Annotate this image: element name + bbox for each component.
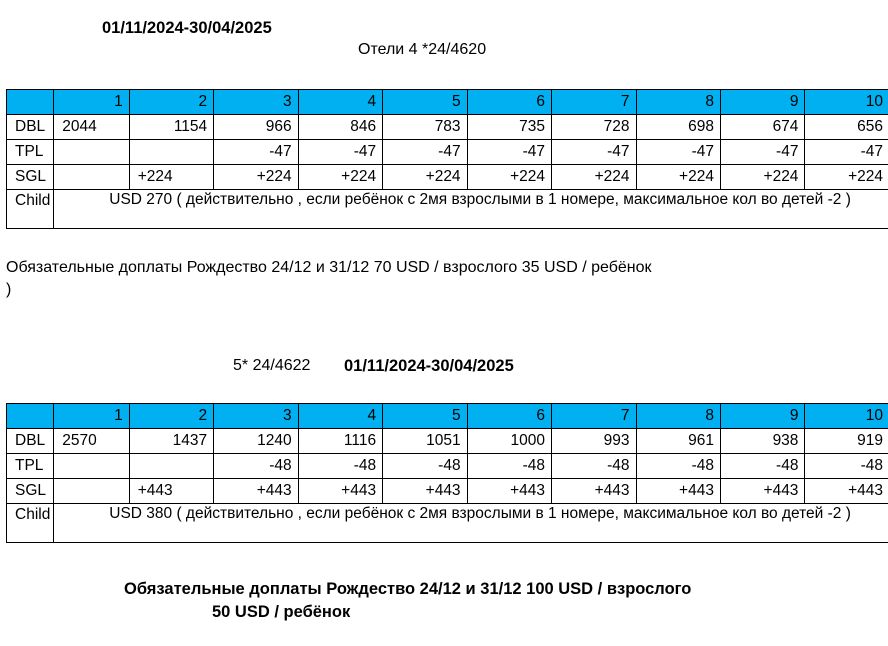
table-cell <box>129 140 213 165</box>
table-cell: 735 <box>467 115 551 140</box>
table-cell: 783 <box>383 115 467 140</box>
header-cell: 9 <box>720 90 804 115</box>
rates-table-1 <box>6 89 888 229</box>
table-cell: -47 <box>552 140 636 165</box>
hotel-code-heading-1: Отели 4 *24/4620 <box>358 41 487 58</box>
table-cell: 966 <box>214 115 298 140</box>
table-cell: 1116 <box>298 429 382 454</box>
table-cell: -48 <box>214 454 298 479</box>
header-cell: 2 <box>129 90 213 115</box>
table-row-dbl <box>7 429 888 454</box>
table-header-row <box>7 90 888 115</box>
supplement-line-2: ) <box>6 281 12 298</box>
table-cell: +224 <box>214 165 298 190</box>
table-cell: +443 <box>467 479 551 504</box>
header-cell: 6 <box>467 90 551 115</box>
table-cell: -47 <box>720 140 804 165</box>
table-cell: 961 <box>636 429 720 454</box>
rates-table-2 <box>6 403 888 543</box>
table-cell: -48 <box>805 454 888 479</box>
header-cell: 7 <box>552 90 636 115</box>
table-cell: +224 <box>129 165 213 190</box>
header-cell: 8 <box>636 90 720 115</box>
table-cell <box>54 140 129 165</box>
table-cell: +443 <box>383 479 467 504</box>
table-cell: 728 <box>552 115 636 140</box>
hotel-code-heading-2: 5* 24/4622 <box>233 357 311 374</box>
table-cell: 1000 <box>467 429 551 454</box>
table-cell: +443 <box>214 479 298 504</box>
table-cell: 1437 <box>129 429 213 454</box>
table-cell: -47 <box>214 140 298 165</box>
table-cell: +443 <box>552 479 636 504</box>
table-cell <box>54 165 129 190</box>
table-cell: +443 <box>720 479 804 504</box>
supplement-line-2: 50 USD / ребёнок <box>212 603 351 621</box>
table-cell: -47 <box>383 140 467 165</box>
table-cell <box>129 454 213 479</box>
row-label: Child <box>7 190 54 229</box>
table-cell: +224 <box>552 165 636 190</box>
header-cell: 7 <box>552 404 636 429</box>
row-label: DBL <box>7 115 54 140</box>
header-cell: 9 <box>720 404 804 429</box>
table-cell <box>54 454 129 479</box>
table-cell: -47 <box>467 140 551 165</box>
row-label: Child <box>7 504 54 543</box>
header-cell: 3 <box>214 404 298 429</box>
header-cell: 10 <box>805 404 888 429</box>
row-label: SGL <box>7 165 54 190</box>
table-cell: +443 <box>298 479 382 504</box>
header-cell: 5 <box>383 90 467 115</box>
table-row-child <box>7 190 888 229</box>
table-cell: +224 <box>720 165 804 190</box>
table-cell: 2044 <box>54 115 129 140</box>
table-cell: -47 <box>636 140 720 165</box>
header-cell: 2 <box>129 404 213 429</box>
table-cell: -48 <box>720 454 804 479</box>
table-cell: 993 <box>552 429 636 454</box>
supplement-line-1: Обязательные доплаты Рождество 24/12 и 31/12 70 USD / взрослого 35 USD / ребёнок <box>6 259 652 276</box>
header-cell <box>7 404 54 429</box>
row-label: TPL <box>7 454 54 479</box>
header-cell: 1 <box>54 90 129 115</box>
table-cell <box>54 479 129 504</box>
table-cell: 674 <box>720 115 804 140</box>
table-cell: -48 <box>383 454 467 479</box>
table-cell: +443 <box>805 479 888 504</box>
table-cell: 2570 <box>54 429 129 454</box>
header-cell <box>7 90 54 115</box>
header-cell: 10 <box>805 90 888 115</box>
table-cell: 1154 <box>129 115 213 140</box>
table-row-sgl <box>7 165 888 190</box>
table-cell: +224 <box>298 165 382 190</box>
table-row-dbl <box>7 115 888 140</box>
table-row-child <box>7 504 888 543</box>
table-cell: +443 <box>129 479 213 504</box>
row-label: SGL <box>7 479 54 504</box>
table-cell: 846 <box>298 115 382 140</box>
table-cell: 656 <box>805 115 888 140</box>
table-row-tpl <box>7 140 888 165</box>
table-cell: -48 <box>636 454 720 479</box>
table-cell: 698 <box>636 115 720 140</box>
table-row-sgl <box>7 479 888 504</box>
table-cell: +224 <box>805 165 888 190</box>
table-cell: -48 <box>552 454 636 479</box>
table-cell: -47 <box>805 140 888 165</box>
table-cell: -47 <box>298 140 382 165</box>
header-cell: 6 <box>467 404 551 429</box>
table-cell: -48 <box>298 454 382 479</box>
header-cell: 1 <box>54 404 129 429</box>
header-cell: 8 <box>636 404 720 429</box>
table-row-tpl <box>7 454 888 479</box>
row-label: TPL <box>7 140 54 165</box>
table-header-row <box>7 404 888 429</box>
header-cell: 5 <box>383 404 467 429</box>
table-cell: +443 <box>636 479 720 504</box>
child-note: USD 380 ( действительно , если ребёнок с 2мя взрослыми в 1 номере, максимальное кол во детей -2 ) <box>54 504 888 543</box>
table-cell: 919 <box>805 429 888 454</box>
table-cell: 1051 <box>383 429 467 454</box>
table-cell: +224 <box>467 165 551 190</box>
header-cell: 3 <box>214 90 298 115</box>
child-note: USD 270 ( действительно , если ребёнок с 2мя взрослыми в 1 номере, максимальное кол во детей -2 ) <box>54 190 888 229</box>
header-cell: 4 <box>298 404 382 429</box>
table-cell: 938 <box>720 429 804 454</box>
table-cell: +224 <box>383 165 467 190</box>
header-cell: 4 <box>298 90 382 115</box>
table-cell: +224 <box>636 165 720 190</box>
table-cell: -48 <box>467 454 551 479</box>
row-label: DBL <box>7 429 54 454</box>
supplement-line-1: Обязательные доплаты Рождество 24/12 и 31/12 100 USD / взрослого <box>124 580 692 598</box>
period-heading-1: 01/11/2024-30/04/2025 <box>102 19 272 37</box>
table-cell: 1240 <box>214 429 298 454</box>
period-heading-2: 01/11/2024-30/04/2025 <box>344 357 514 375</box>
